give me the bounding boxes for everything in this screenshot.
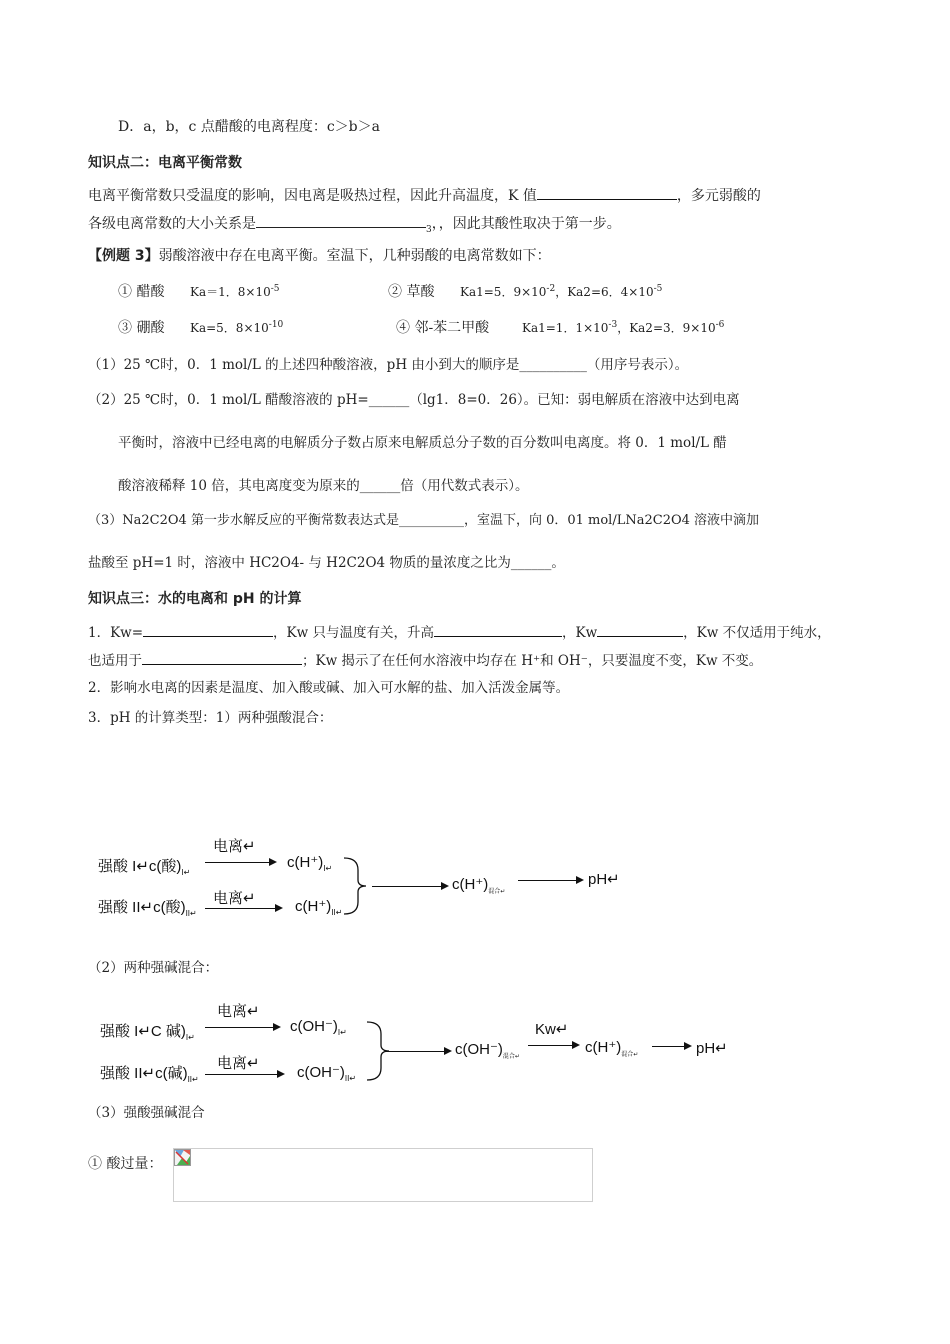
kp3-text: ，Kw (561, 625, 598, 641)
kp3-item3: 3．pH 的计算类型：1）两种强酸混合： (88, 710, 333, 726)
acid2-name: ② 草酸 (388, 284, 435, 300)
question-3-line1: （3）Na2C2O4 第一步水解反应的平衡常数表达式是__________，室温下，向 0．01 mol/LNa2C2O4 溶液中滴加 (88, 513, 760, 528)
acid4-k1: Ka1=1．1×10 (522, 321, 609, 335)
diagram2-arrow1 (205, 1027, 279, 1028)
diagram1-arrow2 (205, 908, 281, 909)
diagram1-arrow2-label: 电离↵ (213, 890, 256, 907)
answer-blank[interactable] (142, 650, 302, 665)
acid2-exp2: -5 (653, 284, 663, 294)
acid4-k2: ，Ka2=3．9×10 (617, 321, 716, 335)
acid2-exp1: -2 (546, 284, 556, 294)
acid2-k1: Ka1=5．9×10 (460, 285, 547, 299)
diagram1-arrow1 (205, 862, 275, 863)
diagram1-product1: $c(H^+)_{I↵}$ (287, 854, 333, 873)
acid1-constant (190, 282, 280, 302)
acid4 (396, 318, 489, 338)
question-1: （1）25 ℃时，0．1 mol/L 的上述四种酸溶液，pH 由小到大的顺序是__________（用序号表示）。 (88, 357, 689, 373)
acid1-exp: -5 (270, 284, 280, 294)
kp3-text: ，Kw 只与温度有关，升高 (273, 625, 434, 641)
diagram2-arrow3 (385, 1051, 450, 1052)
acid1-k: Ka＝1．8×10 (190, 285, 271, 299)
acid1 (118, 282, 164, 302)
kp3-text: ，Kw 不仅适用于纯水， (683, 625, 831, 641)
option-d: D．a，b，c 点醋酸的电离程度：c＞b＞a (118, 119, 380, 135)
acid1-name: ① 醋酸 (118, 284, 165, 300)
diagram1-mixed: $c(H^+)_{混合↵}$ (452, 876, 506, 895)
diagram1-brace (342, 856, 372, 916)
acid2-k2: ，Ka2=6．4×10 (555, 285, 654, 299)
kp3-text: 也适用于 (88, 653, 142, 669)
kp2-paragraph-line2 (88, 213, 621, 234)
acid3-k: Ka=5．8×10 (190, 321, 269, 335)
example3-text: 弱酸溶液中存在电离平衡。室温下，几种弱酸的电离常数如下： (158, 248, 551, 264)
diagram2-mixed: $c(OH^-)_{混合↵}$ (455, 1041, 520, 1060)
subsection-3: （3）强酸强碱混合 (88, 1105, 205, 1121)
kp3-item1-line2 (88, 650, 762, 671)
kp3-text: 1．Kw= (88, 625, 144, 641)
diagram2-arrow2 (205, 1074, 283, 1075)
diagram1-arrow1-label: 电离↵ (213, 838, 256, 855)
diagram2-reactant2: 强酸 II↵c(碱)$_{II↵}$ (100, 1065, 199, 1084)
acid4-exp1: -3 (608, 320, 618, 330)
question-2-line3: 酸溶液稀释 10 倍，其电离度变为原来的______倍（用代数式表示）。 (118, 478, 529, 494)
acid4-exp2: -6 (715, 320, 725, 330)
diagram2-product2: $c(OH^-)_{II↵}$ (297, 1064, 357, 1083)
diagram1-arrow4 (518, 880, 582, 881)
diagram2-arrow2-label: 电离↵ (217, 1055, 260, 1072)
subsection-3-item1: ① 酸过量： (88, 1156, 163, 1172)
diagram2-arrow1-label: 电离↵ (217, 1003, 260, 1020)
answer-blank[interactable] (434, 622, 562, 637)
diagram2-kw-label: Kw↵ (535, 1021, 569, 1038)
acid2-constants (460, 282, 662, 302)
subsection-2: （2）两种强碱混合： (88, 960, 219, 976)
answer-blank[interactable] (143, 622, 273, 637)
diagram2-ph: pH↵ (696, 1040, 728, 1057)
diagram1-reactant1: 强酸 I↵c(酸)$_{I↵}$ (98, 858, 191, 877)
diagram1-product2: $c(H^+)_{II↵}$ (295, 898, 343, 917)
diagram1-ph: pH↵ (588, 871, 620, 888)
kp2-paragraph-line1 (88, 185, 761, 206)
diagram2-arrow5 (652, 1046, 690, 1047)
missing-image-frame (173, 1148, 593, 1202)
acid3-name: ③ 硼酸 (118, 320, 165, 336)
acid2 (388, 282, 434, 302)
kp3-item1-line1 (88, 622, 831, 643)
section-title-kp2: 知识点二：电离平衡常数 (88, 155, 242, 171)
acid3 (118, 318, 164, 338)
kp3-text: ；Kw 揭示了在任何水溶液中均存在 H⁺和 OH⁻，只要温度不变，Kw 不变。 (302, 653, 763, 669)
broken-image-icon (174, 1149, 191, 1166)
kp3-item2: 2．影响水电离的因素是温度、加入酸或碱、加入可水解的盐、加入活泼金属等。 (88, 680, 570, 696)
question-2-line1: （2）25 ℃时，0．1 mol/L 醋酸溶液的 pH=______（lg1．8=0．26）。已知：弱电解质在溶液中达到电离 (88, 392, 740, 408)
kp2-text-b: ，多元弱酸的 (676, 188, 761, 204)
acid4-constants (522, 318, 724, 338)
answer-blank[interactable] (537, 185, 677, 200)
question-2-line2: 平衡时，溶液中已经电离的电解质分子数占原来电解质总分子数的百分数叫电离度。将 0．1 mol/L 醋 (118, 435, 727, 451)
acid3-constant (190, 318, 283, 338)
diagram1-arrow3 (372, 886, 447, 887)
acid3-exp: -10 (268, 320, 284, 330)
question-3-line2: 盐酸至 pH=1 时，溶液中 HC2O4- 与 H2C2O4 物质的量浓度之比为______。 (88, 555, 565, 571)
diagram1-reactant2: 强酸 II↵c(酸)$_{II↵}$ (98, 899, 197, 918)
kp2-text-c: 各级电离常数的大小关系是 (88, 216, 256, 232)
section-title-kp3: 知识点三：水的电离和 pH 的计算 (88, 591, 302, 607)
diagram2-product1: $c(OH^-)_{I↵}$ (290, 1018, 347, 1037)
kp2-text-d: ，，因此其酸性取决于第一步。 (431, 216, 621, 232)
example3-tag: 【例题 3】 (88, 248, 159, 264)
answer-blank[interactable] (256, 213, 426, 228)
kp2-text-a: 电离平衡常数只受温度的影响，因电离是吸热过程，因此升高温度，K 值 (88, 188, 537, 204)
diagram2-h: $c(H^+)_{混合↵}$ (585, 1039, 639, 1058)
answer-blank[interactable] (597, 622, 683, 637)
diagram2-arrow4 (528, 1045, 578, 1046)
acid4-name: ④ 邻-苯二甲酸 (396, 320, 490, 336)
diagram2-reactant1: 强酸 I↵C 碱)$_{I↵}$ (100, 1023, 195, 1042)
kp2-subscript: 3 (426, 224, 432, 235)
example3-intro (88, 246, 551, 266)
